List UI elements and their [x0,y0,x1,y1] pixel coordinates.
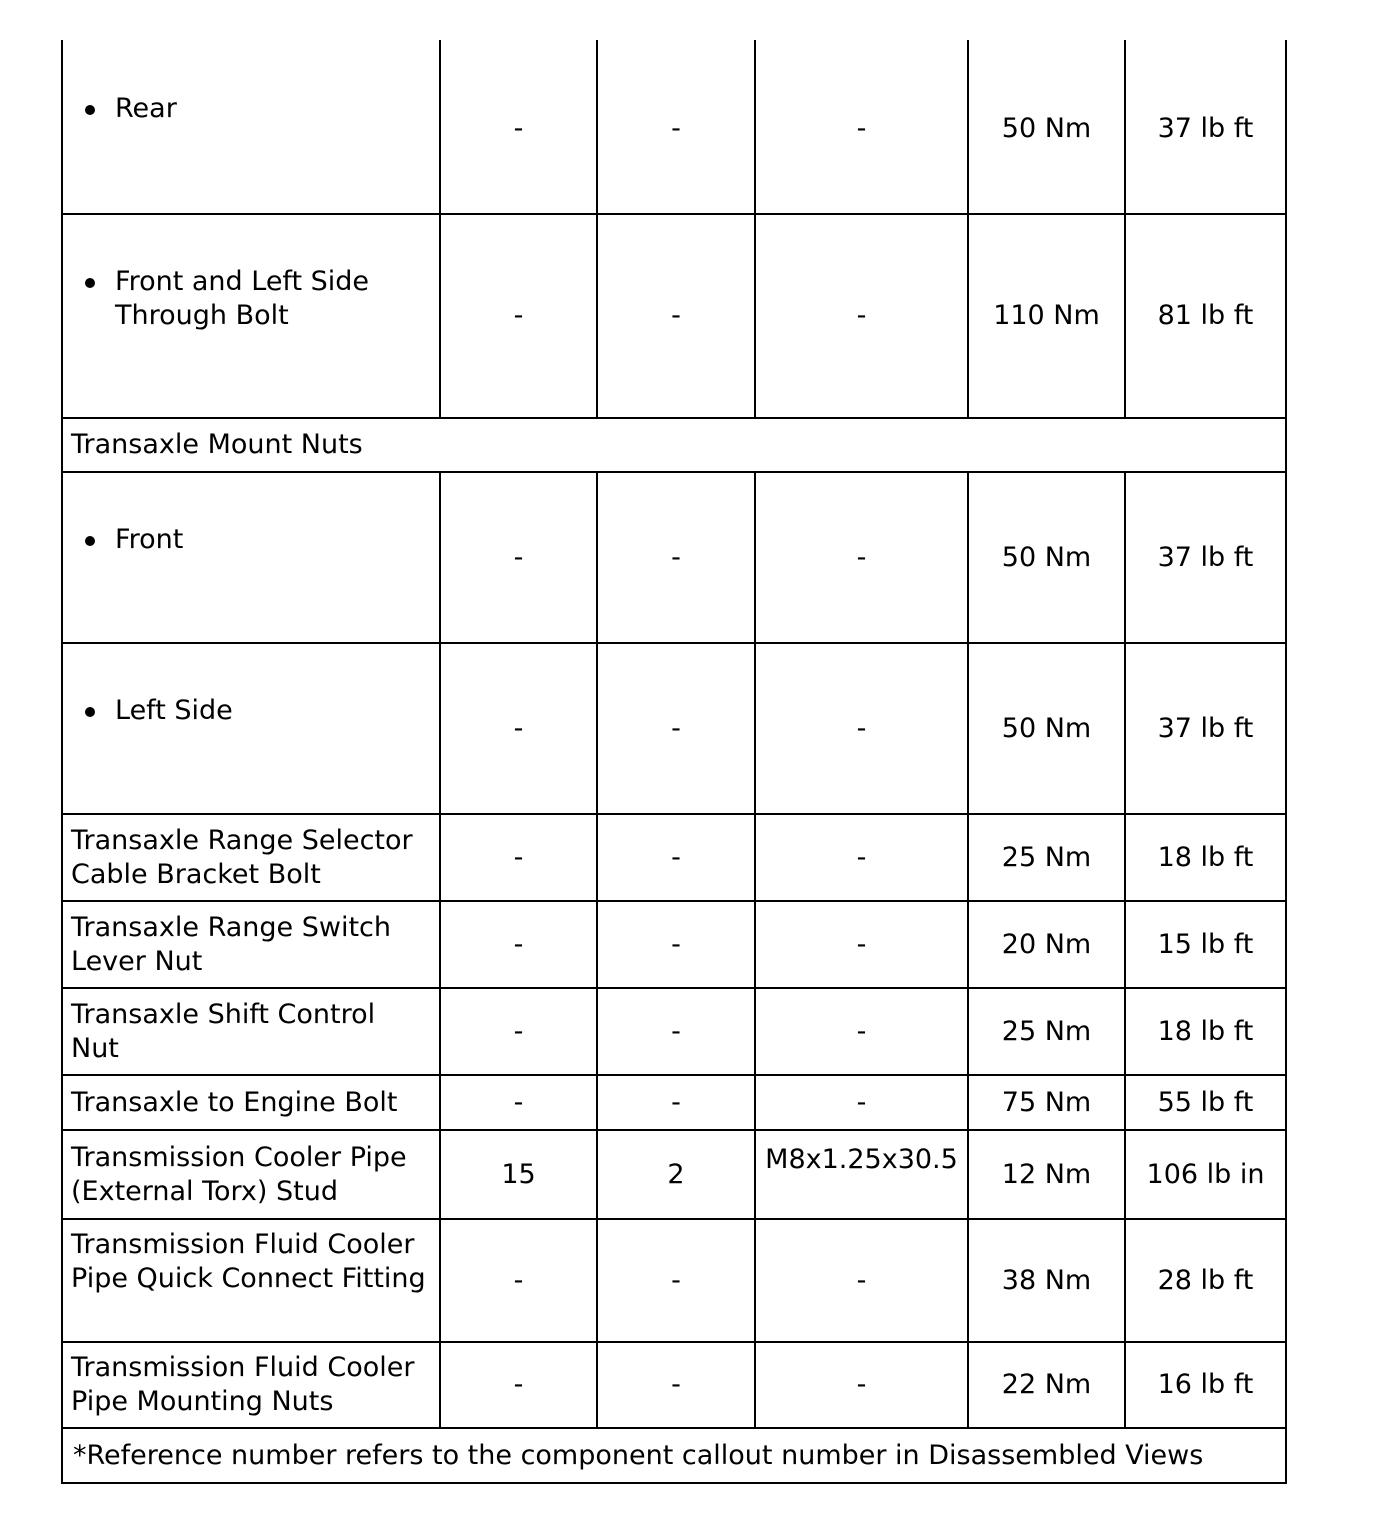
thread-size-cell: - [755,1075,968,1130]
reference-number-cell: - [440,814,597,901]
quantity-cell: - [597,901,755,988]
metric-torque-cell: 22 Nm [968,1342,1125,1428]
english-torque-cell: 28 lb ft [1125,1219,1286,1342]
thread-size-cell: - [755,988,968,1075]
metric-torque-cell: 110 Nm [968,214,1125,418]
thread-size-cell: - [755,814,968,901]
fastener-name-cell [62,40,440,214]
reference-number-cell: - [440,1219,597,1342]
fastener-name: Front [115,524,184,555]
english-torque-cell: 55 lb ft [1125,1075,1286,1130]
thread-size-cell: - [755,1219,968,1342]
english-torque-cell: 16 lb ft [1125,1342,1286,1428]
table-row [62,1219,1286,1342]
quantity-cell: - [597,1342,755,1428]
reference-number-cell: - [440,901,597,988]
reference-number-cell: 15 [440,1130,597,1219]
bullet-icon [85,278,95,288]
table-row [62,643,1286,814]
english-torque-cell: 37 lb ft [1125,643,1286,814]
thread-size-cell: M8x1.25x30.5 [755,1130,968,1219]
fastener-name: Rear [115,93,177,124]
thread-size-cell: - [755,472,968,643]
quantity-cell: - [597,214,755,418]
reference-number-cell: - [440,214,597,418]
thread-size-cell: - [755,1342,968,1428]
fastener-name-cell: Transaxle Range Selector Cable Bracket Bolt [62,814,440,901]
fastener-name-cell: Transmission Fluid Cooler Pipe Mounting Nuts [62,1342,440,1428]
bullet-icon [85,536,95,546]
quantity-cell: - [597,1075,755,1130]
bullet-icon [85,105,95,115]
english-torque-cell: 15 lb ft [1125,901,1286,988]
quantity-cell: - [597,472,755,643]
thread-size-cell: - [755,901,968,988]
fastener-name-cell [62,472,440,643]
metric-torque-cell: 25 Nm [968,988,1125,1075]
footnote: *Reference number refers to the component callout number in Disassembled Views [62,1428,1286,1483]
reference-number-cell: - [440,1075,597,1130]
quantity-cell: - [597,643,755,814]
fastener-specifications-table [61,40,1287,1484]
reference-number-cell: - [440,1342,597,1428]
fastener-name-cell [62,214,440,418]
english-torque-cell: 18 lb ft [1125,988,1286,1075]
metric-torque-cell: 38 Nm [968,1219,1125,1342]
table-row [62,1428,1286,1483]
fastener-name-cell: Transaxle Shift Control Nut [62,988,440,1075]
metric-torque-cell: 20 Nm [968,901,1125,988]
table-row [62,1342,1286,1428]
thread-size-cell: - [755,214,968,418]
metric-torque-cell: 25 Nm [968,814,1125,901]
quantity-cell: - [597,814,755,901]
table-row [62,40,1286,214]
fastener-name: Front and Left Side Through Bolt [115,266,370,331]
english-torque-cell: 81 lb ft [1125,214,1286,418]
bullet-icon [85,707,95,717]
metric-torque-cell: 50 Nm [968,40,1125,214]
fastener-name-cell: Transmission Fluid Cooler Pipe Quick Connect Fitting [62,1219,440,1342]
reference-number-cell: - [440,40,597,214]
table-row [62,1130,1286,1219]
fastener-name-cell [62,643,440,814]
metric-torque-cell: 50 Nm [968,472,1125,643]
quantity-cell: - [597,1219,755,1342]
reference-number-cell: - [440,988,597,1075]
table-row [62,814,1286,901]
reference-number-cell: - [440,472,597,643]
english-torque-cell: 37 lb ft [1125,40,1286,214]
fastener-name-cell: Transaxle to Engine Bolt [62,1075,440,1130]
reference-number-cell: - [440,643,597,814]
table-row [62,214,1286,418]
fastener-name-cell: Transmission Cooler Pipe (External Torx) Stud [62,1130,440,1219]
fastener-name: Left Side [115,695,233,726]
group-heading: Transaxle Mount Nuts [62,418,1286,472]
table-row [62,901,1286,988]
thread-size-cell: - [755,643,968,814]
table-row [62,472,1286,643]
quantity-cell: 2 [597,1130,755,1219]
quantity-cell: - [597,40,755,214]
metric-torque-cell: 75 Nm [968,1075,1125,1130]
thread-size-cell: - [755,40,968,214]
table-row [62,1075,1286,1130]
quantity-cell: - [597,988,755,1075]
english-torque-cell: 37 lb ft [1125,472,1286,643]
fastener-name-cell: Transaxle Range Switch Lever Nut [62,901,440,988]
english-torque-cell: 18 lb ft [1125,814,1286,901]
metric-torque-cell: 50 Nm [968,643,1125,814]
english-torque-cell: 106 lb in [1125,1130,1286,1219]
table-row [62,988,1286,1075]
table-row [62,418,1286,472]
metric-torque-cell: 12 Nm [968,1130,1125,1219]
